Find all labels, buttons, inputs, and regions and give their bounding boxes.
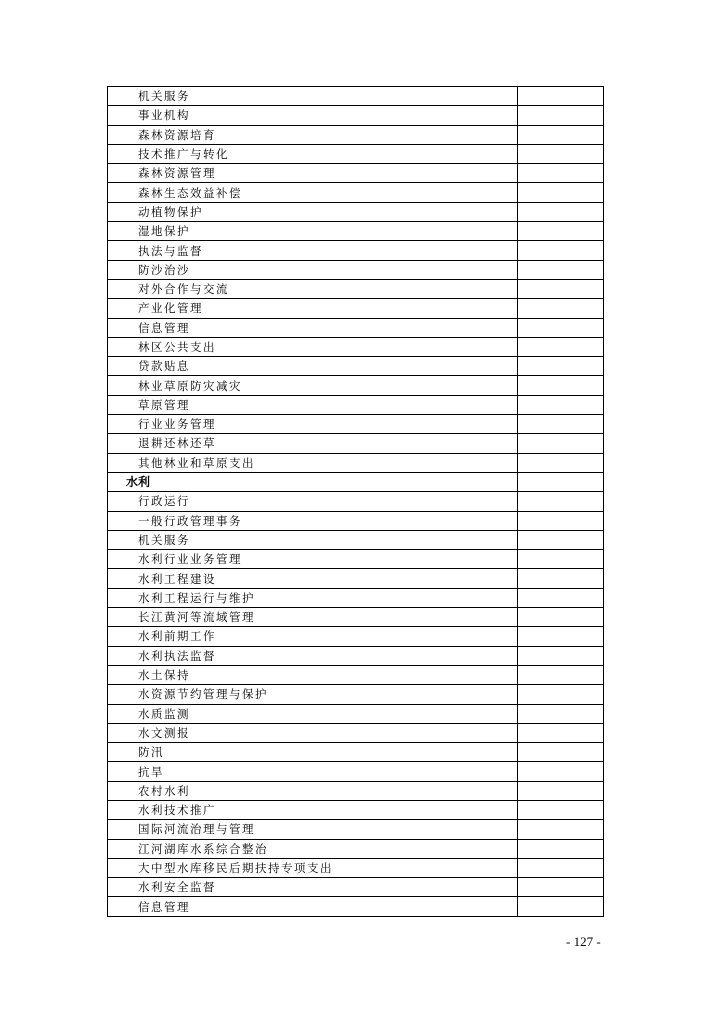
item-name: 林业草原防灾减灾 bbox=[108, 376, 518, 395]
value-cell bbox=[518, 511, 604, 530]
table-row bbox=[108, 839, 604, 858]
item-name: 水文测报 bbox=[108, 723, 518, 742]
item-name: 防沙治沙 bbox=[108, 260, 518, 279]
value-cell bbox=[518, 588, 604, 607]
value-cell bbox=[518, 627, 604, 646]
item-name: 农村水利 bbox=[108, 781, 518, 800]
value-cell bbox=[518, 569, 604, 588]
item-name: 水利执法监督 bbox=[108, 646, 518, 665]
item-name: 技术推广与转化 bbox=[108, 144, 518, 163]
item-name: 防汛 bbox=[108, 743, 518, 762]
table-row bbox=[108, 762, 604, 781]
item-name: 信息管理 bbox=[108, 318, 518, 337]
item-name: 水利工程运行与维护 bbox=[108, 588, 518, 607]
item-name: 森林生态效益补偿 bbox=[108, 183, 518, 202]
item-name: 机关服务 bbox=[108, 530, 518, 549]
value-cell bbox=[518, 453, 604, 472]
value-cell bbox=[518, 144, 604, 163]
table-row bbox=[108, 260, 604, 279]
value-cell bbox=[518, 858, 604, 877]
value-cell bbox=[518, 434, 604, 453]
table-row bbox=[108, 164, 604, 183]
value-cell bbox=[518, 665, 604, 684]
value-cell bbox=[518, 260, 604, 279]
budget-table bbox=[107, 86, 604, 917]
table-row bbox=[108, 550, 604, 569]
table-row bbox=[108, 106, 604, 125]
table-row bbox=[108, 569, 604, 588]
table-row bbox=[108, 878, 604, 897]
table-row bbox=[108, 337, 604, 356]
value-cell bbox=[518, 839, 604, 858]
table-row bbox=[108, 318, 604, 337]
item-name: 水利行业业务管理 bbox=[108, 550, 518, 569]
item-name: 其他林业和草原支出 bbox=[108, 453, 518, 472]
value-cell bbox=[518, 897, 604, 916]
table-row bbox=[108, 685, 604, 704]
value-cell bbox=[518, 743, 604, 762]
table-row bbox=[108, 434, 604, 453]
table-row bbox=[108, 376, 604, 395]
value-cell bbox=[518, 299, 604, 318]
section-title: 水利 bbox=[108, 472, 518, 491]
value-cell bbox=[518, 87, 604, 106]
table-row bbox=[108, 222, 604, 241]
item-name: 产业化管理 bbox=[108, 299, 518, 318]
table-row bbox=[108, 897, 604, 916]
item-name: 水土保持 bbox=[108, 665, 518, 684]
page-number: - 127 - bbox=[566, 934, 601, 949]
item-name: 森林资源培育 bbox=[108, 125, 518, 144]
value-cell bbox=[518, 318, 604, 337]
item-name: 大中型水库移民后期扶持专项支出 bbox=[108, 858, 518, 877]
table-row bbox=[108, 511, 604, 530]
value-cell bbox=[518, 723, 604, 742]
value-cell bbox=[518, 337, 604, 356]
value-cell bbox=[518, 106, 604, 125]
value-cell bbox=[518, 646, 604, 665]
item-name: 执法与监督 bbox=[108, 241, 518, 260]
table-row bbox=[108, 279, 604, 298]
value-cell bbox=[518, 164, 604, 183]
table-row bbox=[108, 588, 604, 607]
table-row bbox=[108, 202, 604, 221]
item-name: 长江黄河等流域管理 bbox=[108, 608, 518, 627]
table-row bbox=[108, 183, 604, 202]
value-cell bbox=[518, 781, 604, 800]
table-row bbox=[108, 646, 604, 665]
value-cell bbox=[518, 202, 604, 221]
item-name: 水利安全监督 bbox=[108, 878, 518, 897]
value-cell bbox=[518, 530, 604, 549]
value-cell bbox=[518, 125, 604, 144]
table-row bbox=[108, 627, 604, 646]
item-name: 贷款贴息 bbox=[108, 357, 518, 376]
table-row bbox=[108, 858, 604, 877]
item-name: 信息管理 bbox=[108, 897, 518, 916]
item-name: 国际河流治理与管理 bbox=[108, 820, 518, 839]
value-cell bbox=[518, 183, 604, 202]
table-row bbox=[108, 299, 604, 318]
value-cell bbox=[518, 492, 604, 511]
table-row bbox=[108, 723, 604, 742]
item-name: 江河湖库水系综合整治 bbox=[108, 839, 518, 858]
value-cell bbox=[518, 704, 604, 723]
table-row bbox=[108, 820, 604, 839]
item-name: 水利工程建设 bbox=[108, 569, 518, 588]
table-row bbox=[108, 357, 604, 376]
value-cell bbox=[518, 608, 604, 627]
item-name: 水质监测 bbox=[108, 704, 518, 723]
item-name: 林区公共支出 bbox=[108, 337, 518, 356]
table-row bbox=[108, 743, 604, 762]
table-row bbox=[108, 395, 604, 414]
item-name: 一般行政管理事务 bbox=[108, 511, 518, 530]
table-row bbox=[108, 453, 604, 472]
value-cell bbox=[518, 800, 604, 819]
table-row bbox=[108, 530, 604, 549]
item-name: 事业机构 bbox=[108, 106, 518, 125]
value-cell bbox=[518, 415, 604, 434]
value-cell bbox=[518, 762, 604, 781]
table-section-row bbox=[108, 472, 604, 491]
value-cell bbox=[518, 878, 604, 897]
value-cell bbox=[518, 222, 604, 241]
item-name: 机关服务 bbox=[108, 87, 518, 106]
item-name: 草原管理 bbox=[108, 395, 518, 414]
item-name: 行政运行 bbox=[108, 492, 518, 511]
table-row bbox=[108, 665, 604, 684]
value-cell bbox=[518, 376, 604, 395]
item-name: 森林资源管理 bbox=[108, 164, 518, 183]
table-row bbox=[108, 87, 604, 106]
item-name: 水资源节约管理与保护 bbox=[108, 685, 518, 704]
table-row bbox=[108, 125, 604, 144]
item-name: 水利技术推广 bbox=[108, 800, 518, 819]
table-row bbox=[108, 781, 604, 800]
item-name: 水利前期工作 bbox=[108, 627, 518, 646]
table-row bbox=[108, 492, 604, 511]
value-cell bbox=[518, 472, 604, 491]
table-row bbox=[108, 800, 604, 819]
table-row bbox=[108, 608, 604, 627]
value-cell bbox=[518, 241, 604, 260]
value-cell bbox=[518, 279, 604, 298]
value-cell bbox=[518, 820, 604, 839]
table-row bbox=[108, 144, 604, 163]
item-name: 湿地保护 bbox=[108, 222, 518, 241]
table-row bbox=[108, 704, 604, 723]
item-name: 退耕还林还草 bbox=[108, 434, 518, 453]
item-name: 抗旱 bbox=[108, 762, 518, 781]
item-name: 对外合作与交流 bbox=[108, 279, 518, 298]
item-name: 行业业务管理 bbox=[108, 415, 518, 434]
table-row bbox=[108, 241, 604, 260]
value-cell bbox=[518, 357, 604, 376]
item-name: 动植物保护 bbox=[108, 202, 518, 221]
value-cell bbox=[518, 395, 604, 414]
value-cell bbox=[518, 550, 604, 569]
table-body bbox=[108, 87, 604, 917]
table-row bbox=[108, 415, 604, 434]
value-cell bbox=[518, 685, 604, 704]
